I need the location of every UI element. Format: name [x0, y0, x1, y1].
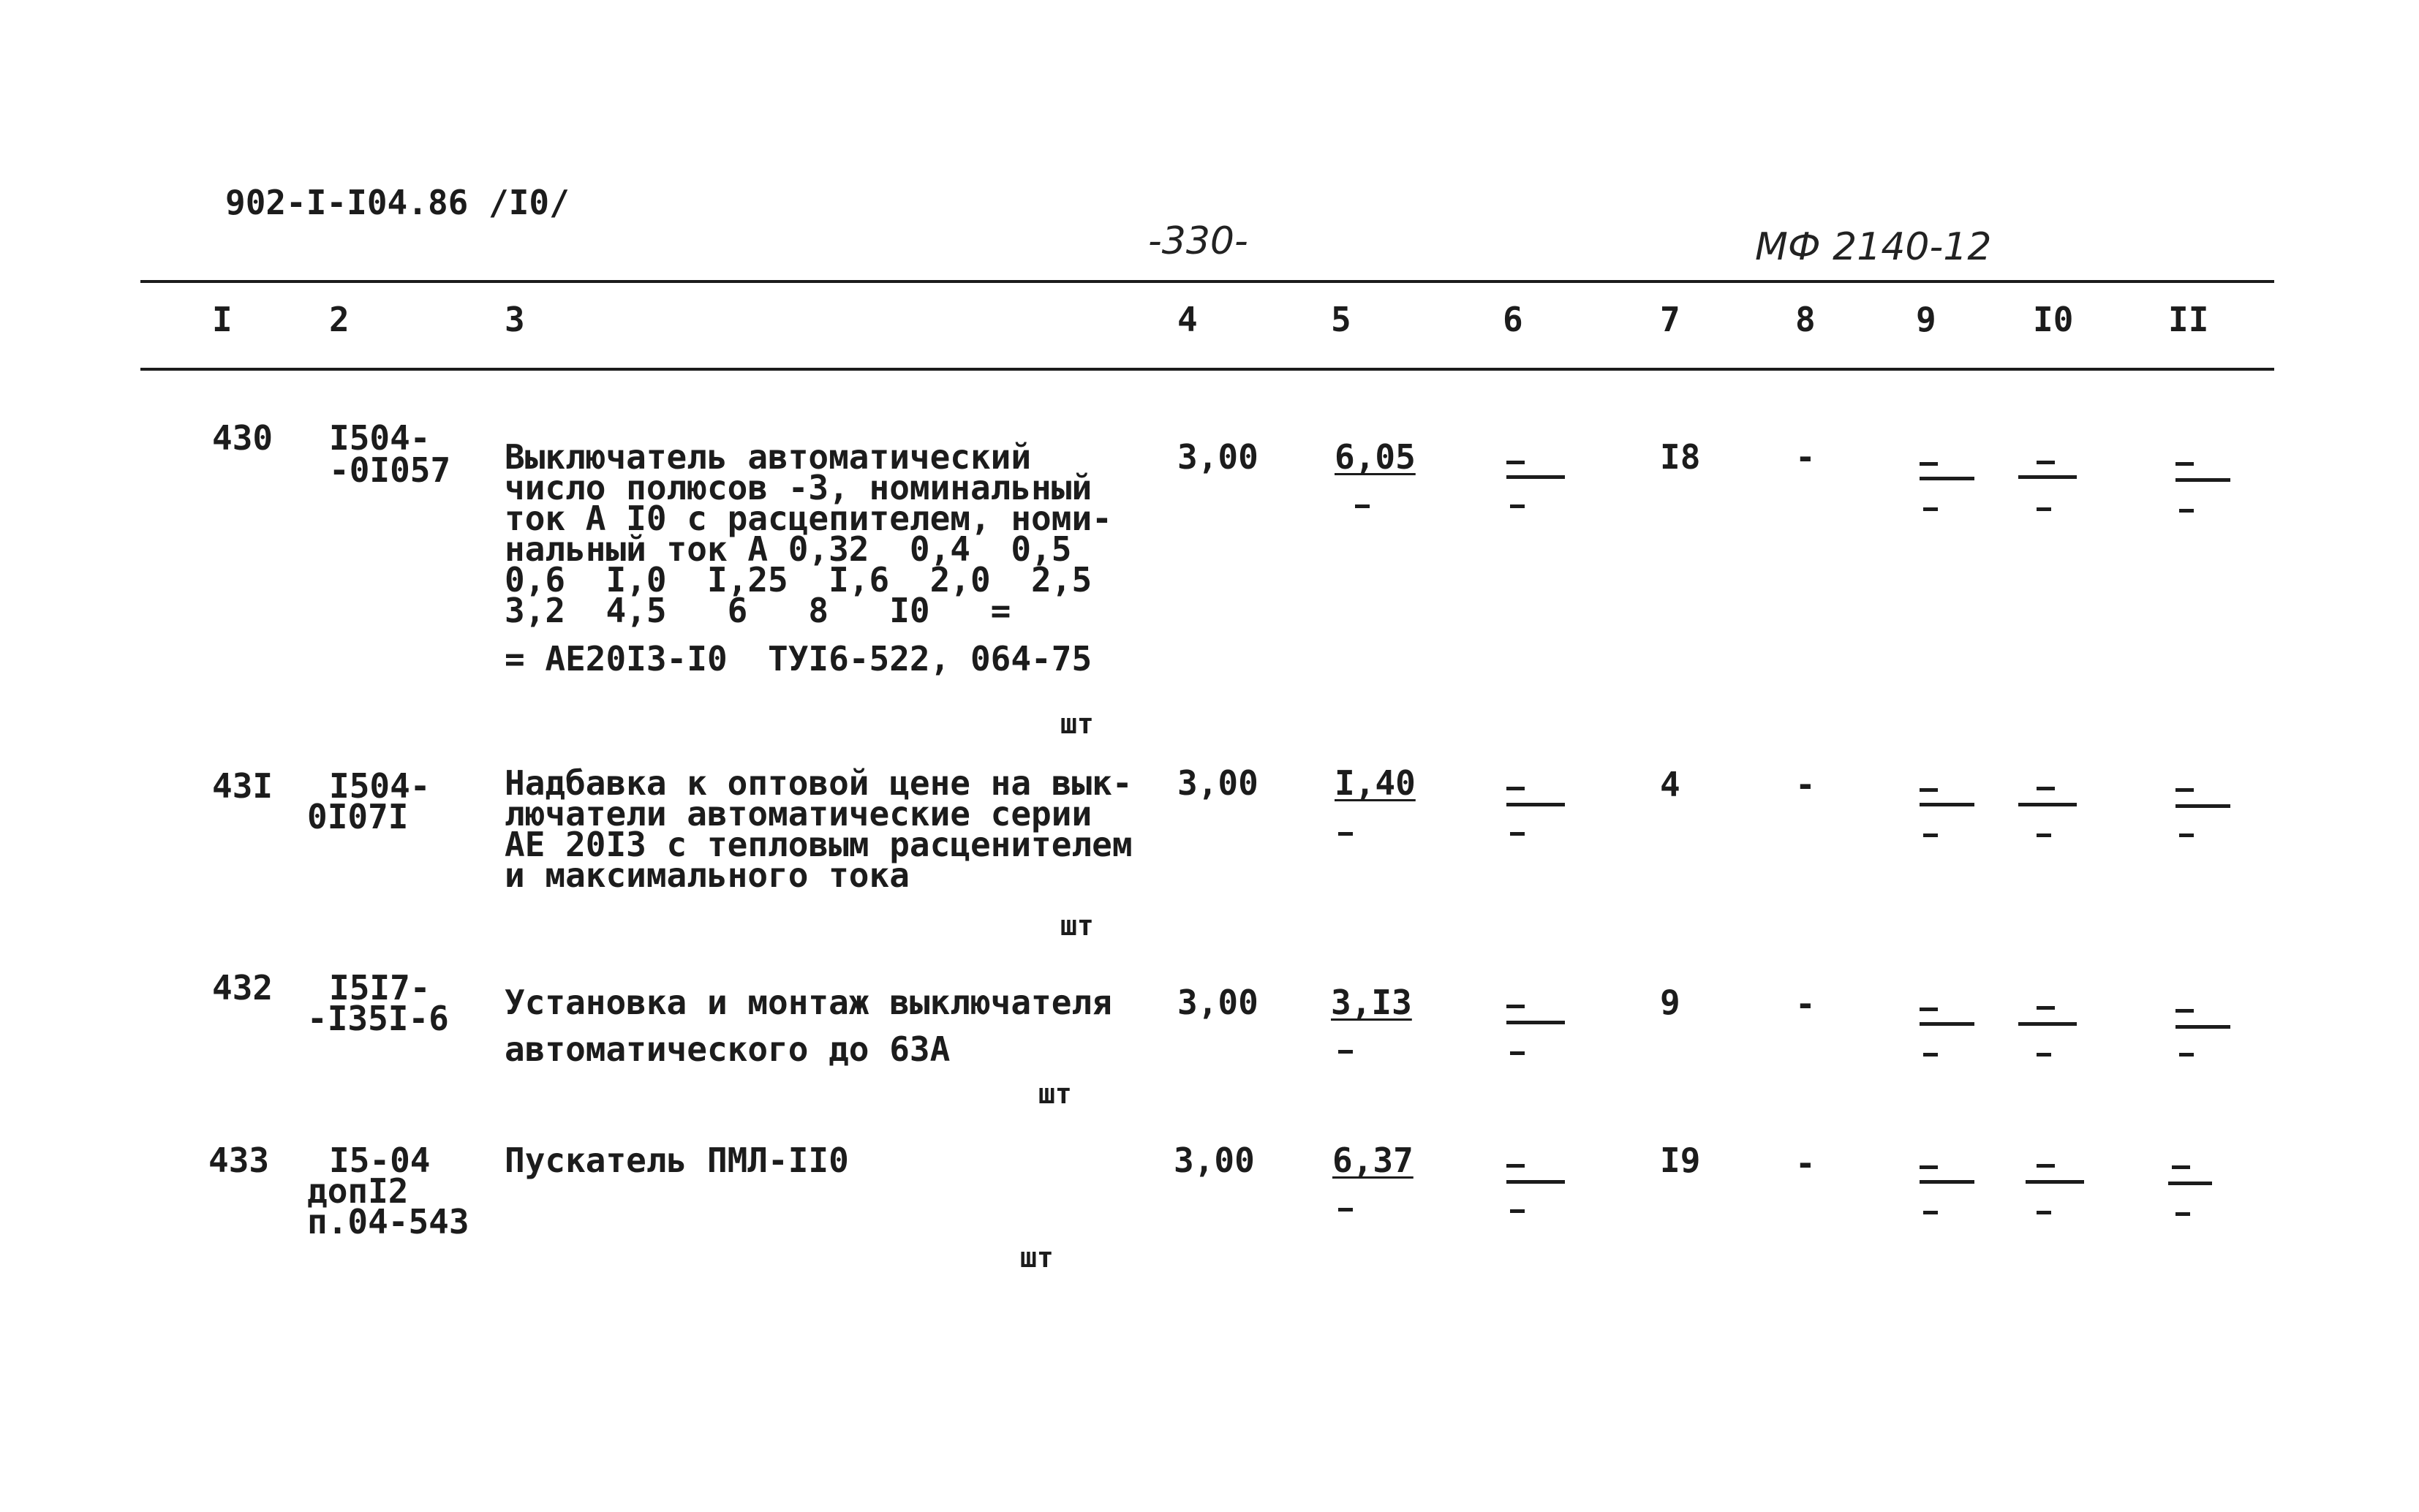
column-header: 3: [505, 300, 525, 339]
dash-mark: [2168, 1182, 2212, 1185]
dash-mark: [2172, 1165, 2190, 1169]
dash-mark: [1920, 1008, 1938, 1011]
row-code-line: -I35I-6: [307, 999, 449, 1038]
column-header: 7: [1660, 300, 1680, 339]
dash-mark: [1920, 462, 1938, 466]
table-header-rule: [140, 368, 2274, 371]
row-number: 432: [212, 968, 273, 1008]
row-description-line: лючатели автоматические серии: [505, 794, 1092, 834]
dash-mark: [2018, 475, 2077, 479]
row-value-col7: 9: [1660, 983, 1680, 1022]
row-description-line: автоматического до 63А: [505, 1029, 951, 1069]
dash-mark: [1510, 1051, 1525, 1055]
dash-mark: [2037, 461, 2055, 464]
row-number: 433: [208, 1141, 270, 1180]
row-description-line: число полюсов -3, номинальный: [505, 468, 1092, 507]
dash-mark: [2179, 1053, 2194, 1056]
row-unit: шт: [1060, 910, 1094, 942]
row-description-line: и максимального тока: [505, 855, 910, 895]
dash-mark: [1506, 1021, 1565, 1024]
dash-mark: [2037, 1164, 2055, 1168]
dash-mark: [2037, 1053, 2051, 1056]
dash-mark: [2175, 478, 2230, 482]
dash-mark: [1510, 504, 1525, 508]
dash-mark: [1923, 507, 1938, 511]
row-code-line: п.04-543: [307, 1202, 469, 1241]
dash-mark: [1338, 1050, 1353, 1054]
row-value-col4: 3,00: [1177, 763, 1258, 803]
column-header: 4: [1177, 300, 1198, 339]
document-code: 902-I-I04.86 /I0/: [225, 183, 570, 222]
row-value-col4: 3,00: [1177, 437, 1258, 477]
row-value-col8: -: [1795, 984, 1816, 1024]
dash-mark: [1920, 803, 1974, 806]
dash-mark: [1506, 461, 1525, 464]
row-value-col5: 6,37: [1332, 1141, 1414, 1180]
row-description-line: Выключатель автоматический: [505, 437, 1032, 477]
dash-mark: [1920, 1165, 1938, 1169]
row-code-line: I504-: [329, 418, 431, 458]
dash-mark: [2175, 1009, 2194, 1013]
column-header: 2: [329, 300, 350, 339]
dash-mark: [1506, 1180, 1565, 1184]
dash-mark: [2175, 1212, 2190, 1216]
row-unit: шт: [1038, 1078, 1072, 1110]
row-value-col5: 6,05: [1335, 437, 1416, 477]
dash-mark: [1510, 1209, 1525, 1213]
dash-mark: [1506, 787, 1525, 790]
row-description-line: Установка и монтаж выключателя: [505, 983, 1112, 1022]
page-number: -330-: [1148, 219, 1248, 263]
row-unit: шт: [1020, 1241, 1054, 1274]
column-header: I: [212, 300, 233, 339]
row-value-col5: 3,I3: [1331, 983, 1412, 1022]
dash-mark: [1923, 1053, 1938, 1056]
dash-mark: [2037, 1211, 2051, 1214]
column-header: I0: [2033, 300, 2074, 339]
row-number: 43I: [212, 766, 273, 806]
dash-mark: [1923, 1211, 1938, 1214]
dash-mark: [2018, 803, 2077, 806]
dash-mark: [1920, 1180, 1974, 1184]
dash-mark: [2018, 1022, 2077, 1026]
dash-mark: [1338, 832, 1353, 836]
dash-mark: [1506, 1164, 1525, 1168]
row-value-col7: 4: [1660, 765, 1680, 804]
row-description-line: ток А I0 с расцепителем, номи-: [505, 499, 1112, 538]
row-description-line: 0,6 I,0 I,25 I,6 2,0 2,5: [505, 560, 1092, 600]
row-description-line: = АЕ20I3-I0 ТУI6-522, 064-75: [505, 639, 1092, 678]
dash-mark: [2037, 834, 2051, 837]
dash-mark: [1506, 475, 1565, 479]
row-description-line: Надбавка к оптовой цене на вык-: [505, 763, 1133, 803]
row-code-line: 0I07I: [307, 797, 409, 836]
row-value-col7: I8: [1660, 437, 1701, 477]
row-number: 430: [212, 418, 273, 458]
row-value-col5: I,40: [1335, 763, 1416, 803]
column-header: 9: [1916, 300, 1936, 339]
dash-mark: [1506, 1005, 1525, 1008]
dash-mark: [1506, 803, 1565, 806]
dash-mark: [2175, 788, 2194, 792]
row-code-line: допI2: [307, 1171, 409, 1211]
row-value-col8: -: [1795, 1144, 1816, 1183]
column-header: 6: [1503, 300, 1523, 339]
row-value-col8: -: [1795, 765, 1816, 804]
row-description-line: нальный ток А 0,32 0,4 0,5: [505, 529, 1072, 569]
dash-mark: [2037, 507, 2051, 511]
dash-mark: [2179, 834, 2194, 837]
dash-mark: [1510, 832, 1525, 836]
row-unit: шт: [1060, 708, 1094, 740]
row-value-col8: -: [1795, 437, 1816, 477]
row-code-line: -0I057: [329, 450, 451, 490]
row-value-col4: 3,00: [1174, 1141, 1255, 1180]
dash-mark: [2037, 787, 2055, 790]
column-header: 8: [1795, 300, 1816, 339]
dash-mark: [1920, 788, 1938, 792]
column-header: II: [2168, 300, 2209, 339]
dash-mark: [1355, 504, 1370, 508]
dash-mark: [2175, 1025, 2230, 1029]
table-top-rule: [140, 280, 2274, 283]
column-header: 5: [1331, 300, 1351, 339]
handwritten-doc-code: МФ 2140-12: [1755, 225, 1992, 269]
row-description-line: Пускатель ПМЛ-II0: [505, 1141, 849, 1180]
row-value-col4: 3,00: [1177, 983, 1258, 1022]
dash-mark: [2175, 804, 2230, 808]
row-code-line: I5-04: [329, 1141, 431, 1180]
row-description-line: 3,2 4,5 6 8 I0 =: [505, 591, 1011, 630]
dash-mark: [1920, 1022, 1974, 1026]
dash-mark: [1920, 477, 1974, 480]
row-description-line: АЕ 20I3 с тепловым расценителем: [505, 825, 1133, 864]
dash-mark: [2037, 1006, 2055, 1010]
dash-mark: [1338, 1208, 1353, 1212]
row-code-line: I5I7-: [329, 968, 431, 1008]
row-value-col7: I9: [1660, 1141, 1701, 1180]
row-code-line: I504-: [329, 766, 431, 806]
dash-mark: [2179, 509, 2194, 513]
dash-mark: [1923, 834, 1938, 837]
dash-mark: [2175, 462, 2194, 466]
dash-mark: [2026, 1180, 2084, 1184]
